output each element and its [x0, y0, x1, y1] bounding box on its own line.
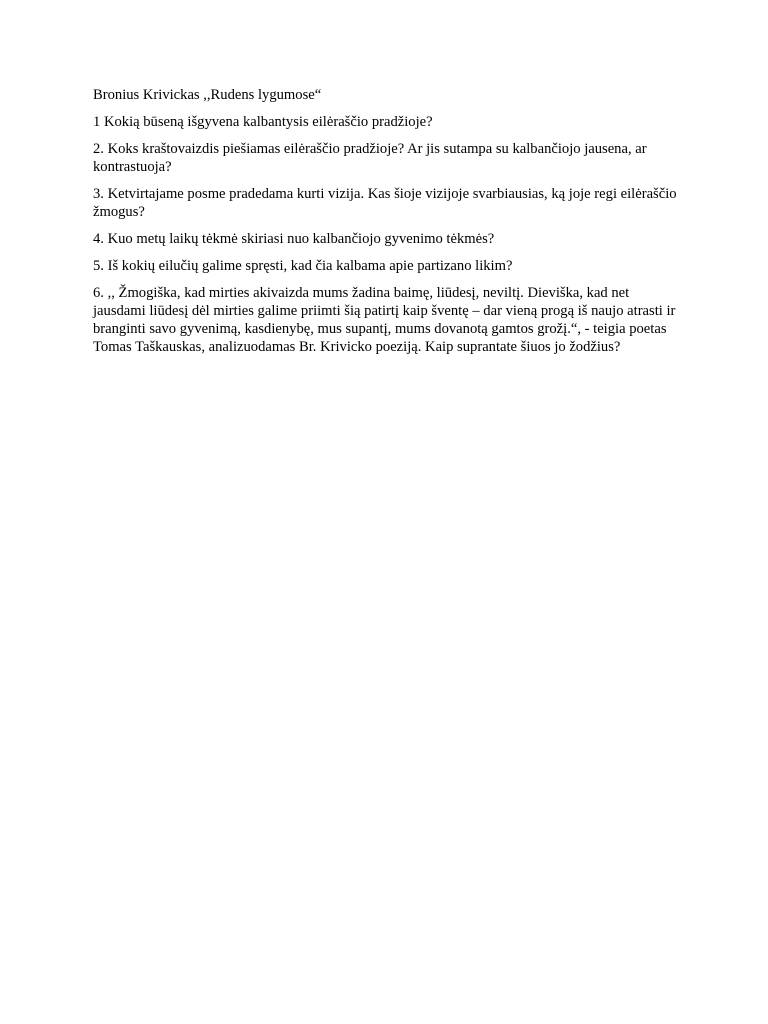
- question-3: 3. Ketvirtajame posme pradedama kurti vizija. Kas šioje vizijoje svarbiausias, ką joje regi eilėraščio žmogus?: [93, 186, 677, 220]
- document-content: [93, 86, 683, 365]
- question-4: 4. Kuo metų laikų tėkmė skiriasi nuo kalbančiojo gyvenimo tėkmės?: [93, 231, 495, 247]
- question-6: 6. ,, Žmogiška, kad mirties akivaizda mums žadina baimę, liūdesį, neviltį. Dieviška, kad net jausdami liūdesį dėl mirties galime priimti šią patirtį kaip šventę – dar vieną progą iš naujo atrasti ir branginti savo gyvenimą, kasdienybę, mus supantį, mums dovanotą gamtos grožį.“, - teigia poetas Tomas Taškauskas, analizuodamas Br. Krivicko poeziją. Kaip suprantate šiuos jo žodžius?: [93, 285, 676, 355]
- question-1: 1 Kokią būseną išgyvena kalbantysis eilėraščio pradžioje?: [93, 114, 433, 130]
- document-title: Bronius Krivickas ,,Rudens lygumose“: [93, 87, 322, 103]
- question-2: 2. Koks kraštovaizdis piešiamas eilėraščio pradžioje? Ar jis sutampa su kalbančiojo jausena, ar kontrastuoja?: [93, 141, 647, 175]
- question-5: 5. Iš kokių eilučių galime spręsti, kad čia kalbama apie partizano likim?: [93, 258, 513, 274]
